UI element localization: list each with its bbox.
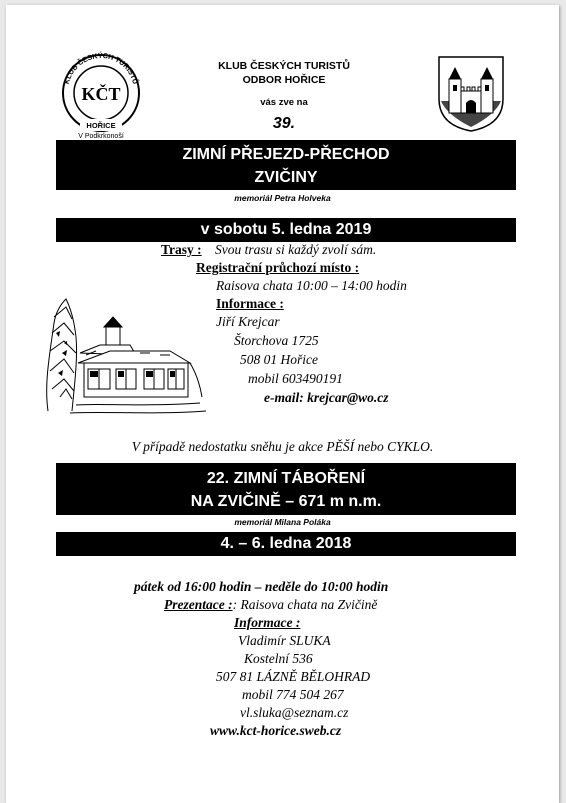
contact2-phone: mobil 774 504 267 bbox=[242, 687, 344, 702]
contact2-name: Vladimír SLUKA bbox=[238, 633, 331, 648]
info-label-2: Informace : bbox=[234, 615, 301, 630]
contact2-street: Kostelní 536 bbox=[244, 651, 313, 666]
event2-presentation bbox=[164, 596, 377, 614]
routes-text: Svou trasu si každý zvolí sám. bbox=[215, 242, 377, 257]
routes-label: Trasy : bbox=[161, 242, 202, 257]
contact2-city: 507 81 LÁZNĚ BĚLOHRAD bbox=[216, 669, 371, 684]
svg-text:KLUB ČESKÝCH TURISTŮ bbox=[62, 51, 141, 85]
logo-town-bottom: V Podkrkonoší bbox=[78, 133, 124, 140]
info-label-1: Informace : bbox=[216, 296, 284, 311]
contact1-name: Jiří Krejcar bbox=[216, 314, 280, 329]
contact1-email: e-mail: krejcar@wo.cz bbox=[264, 390, 389, 405]
contact1-phone: mobil 603490191 bbox=[248, 371, 343, 386]
chalet-illustration bbox=[40, 293, 210, 423]
event2-memorial: memoriál Milana Poláka bbox=[234, 517, 331, 527]
contact2-email[interactable]: vl.sluka@seznam.cz bbox=[240, 705, 349, 720]
event2-title-line1: 22. ZIMNÍ TÁBOŘENÍ bbox=[206, 470, 366, 487]
presentation-label: Prezentace : bbox=[164, 597, 233, 612]
presentation-text: : Raisova chata na Zvičině bbox=[232, 597, 378, 612]
website-link[interactable]: www.kct-horice.sweb.cz bbox=[210, 723, 342, 738]
invite-text: vás zve na bbox=[260, 97, 308, 108]
kct-logo bbox=[56, 51, 146, 141]
logo-town-top: HOŘICE bbox=[86, 121, 116, 130]
event2-title-line2: NA ZVIČINĚ – 671 m n.m. bbox=[190, 493, 382, 510]
document-page bbox=[6, 5, 559, 803]
event2-date-banner: 4. – 6. ledna 2018 bbox=[56, 532, 516, 556]
town-coat-of-arms-icon bbox=[437, 55, 505, 133]
event1-routes bbox=[161, 241, 541, 259]
event1-memorial: memoriál Petra Holveka bbox=[234, 193, 331, 203]
edition-number: 39. bbox=[272, 115, 296, 132]
event1-title-line2: ZVIČINY bbox=[254, 169, 318, 186]
snow-note: V případě nedostatku sněhu je akce PĚŠÍ nebo CYKLO. bbox=[131, 439, 434, 454]
logo-monogram: KČT bbox=[81, 84, 121, 104]
event1-date-banner: v sobotu 5. ledna 2019 bbox=[56, 218, 516, 242]
contact1-street: Štorchova 1725 bbox=[234, 333, 319, 348]
event1-title-banner bbox=[56, 140, 516, 190]
logo-ring-text: KLUB ČESKÝCH TURISTŮ bbox=[61, 51, 141, 86]
club-branch: ODBOR HOŘICE bbox=[242, 74, 326, 86]
checkpoint-label: Registrační průchozí místo : bbox=[196, 260, 360, 275]
event2-schedule: pátek od 16:00 hodin – neděle do 10:00 hodin bbox=[134, 579, 389, 594]
checkpoint-text: Raisova chata 10:00 – 14:00 hodin bbox=[216, 278, 407, 293]
club-name: KLUB ČESKÝCH TURISTŮ bbox=[218, 60, 350, 72]
event2-title-banner bbox=[56, 463, 516, 515]
contact1-city: 508 01 Hořice bbox=[240, 352, 318, 367]
event1-title-line1: ZIMNÍ PŘEJEZD-PŘECHOD bbox=[182, 146, 390, 163]
